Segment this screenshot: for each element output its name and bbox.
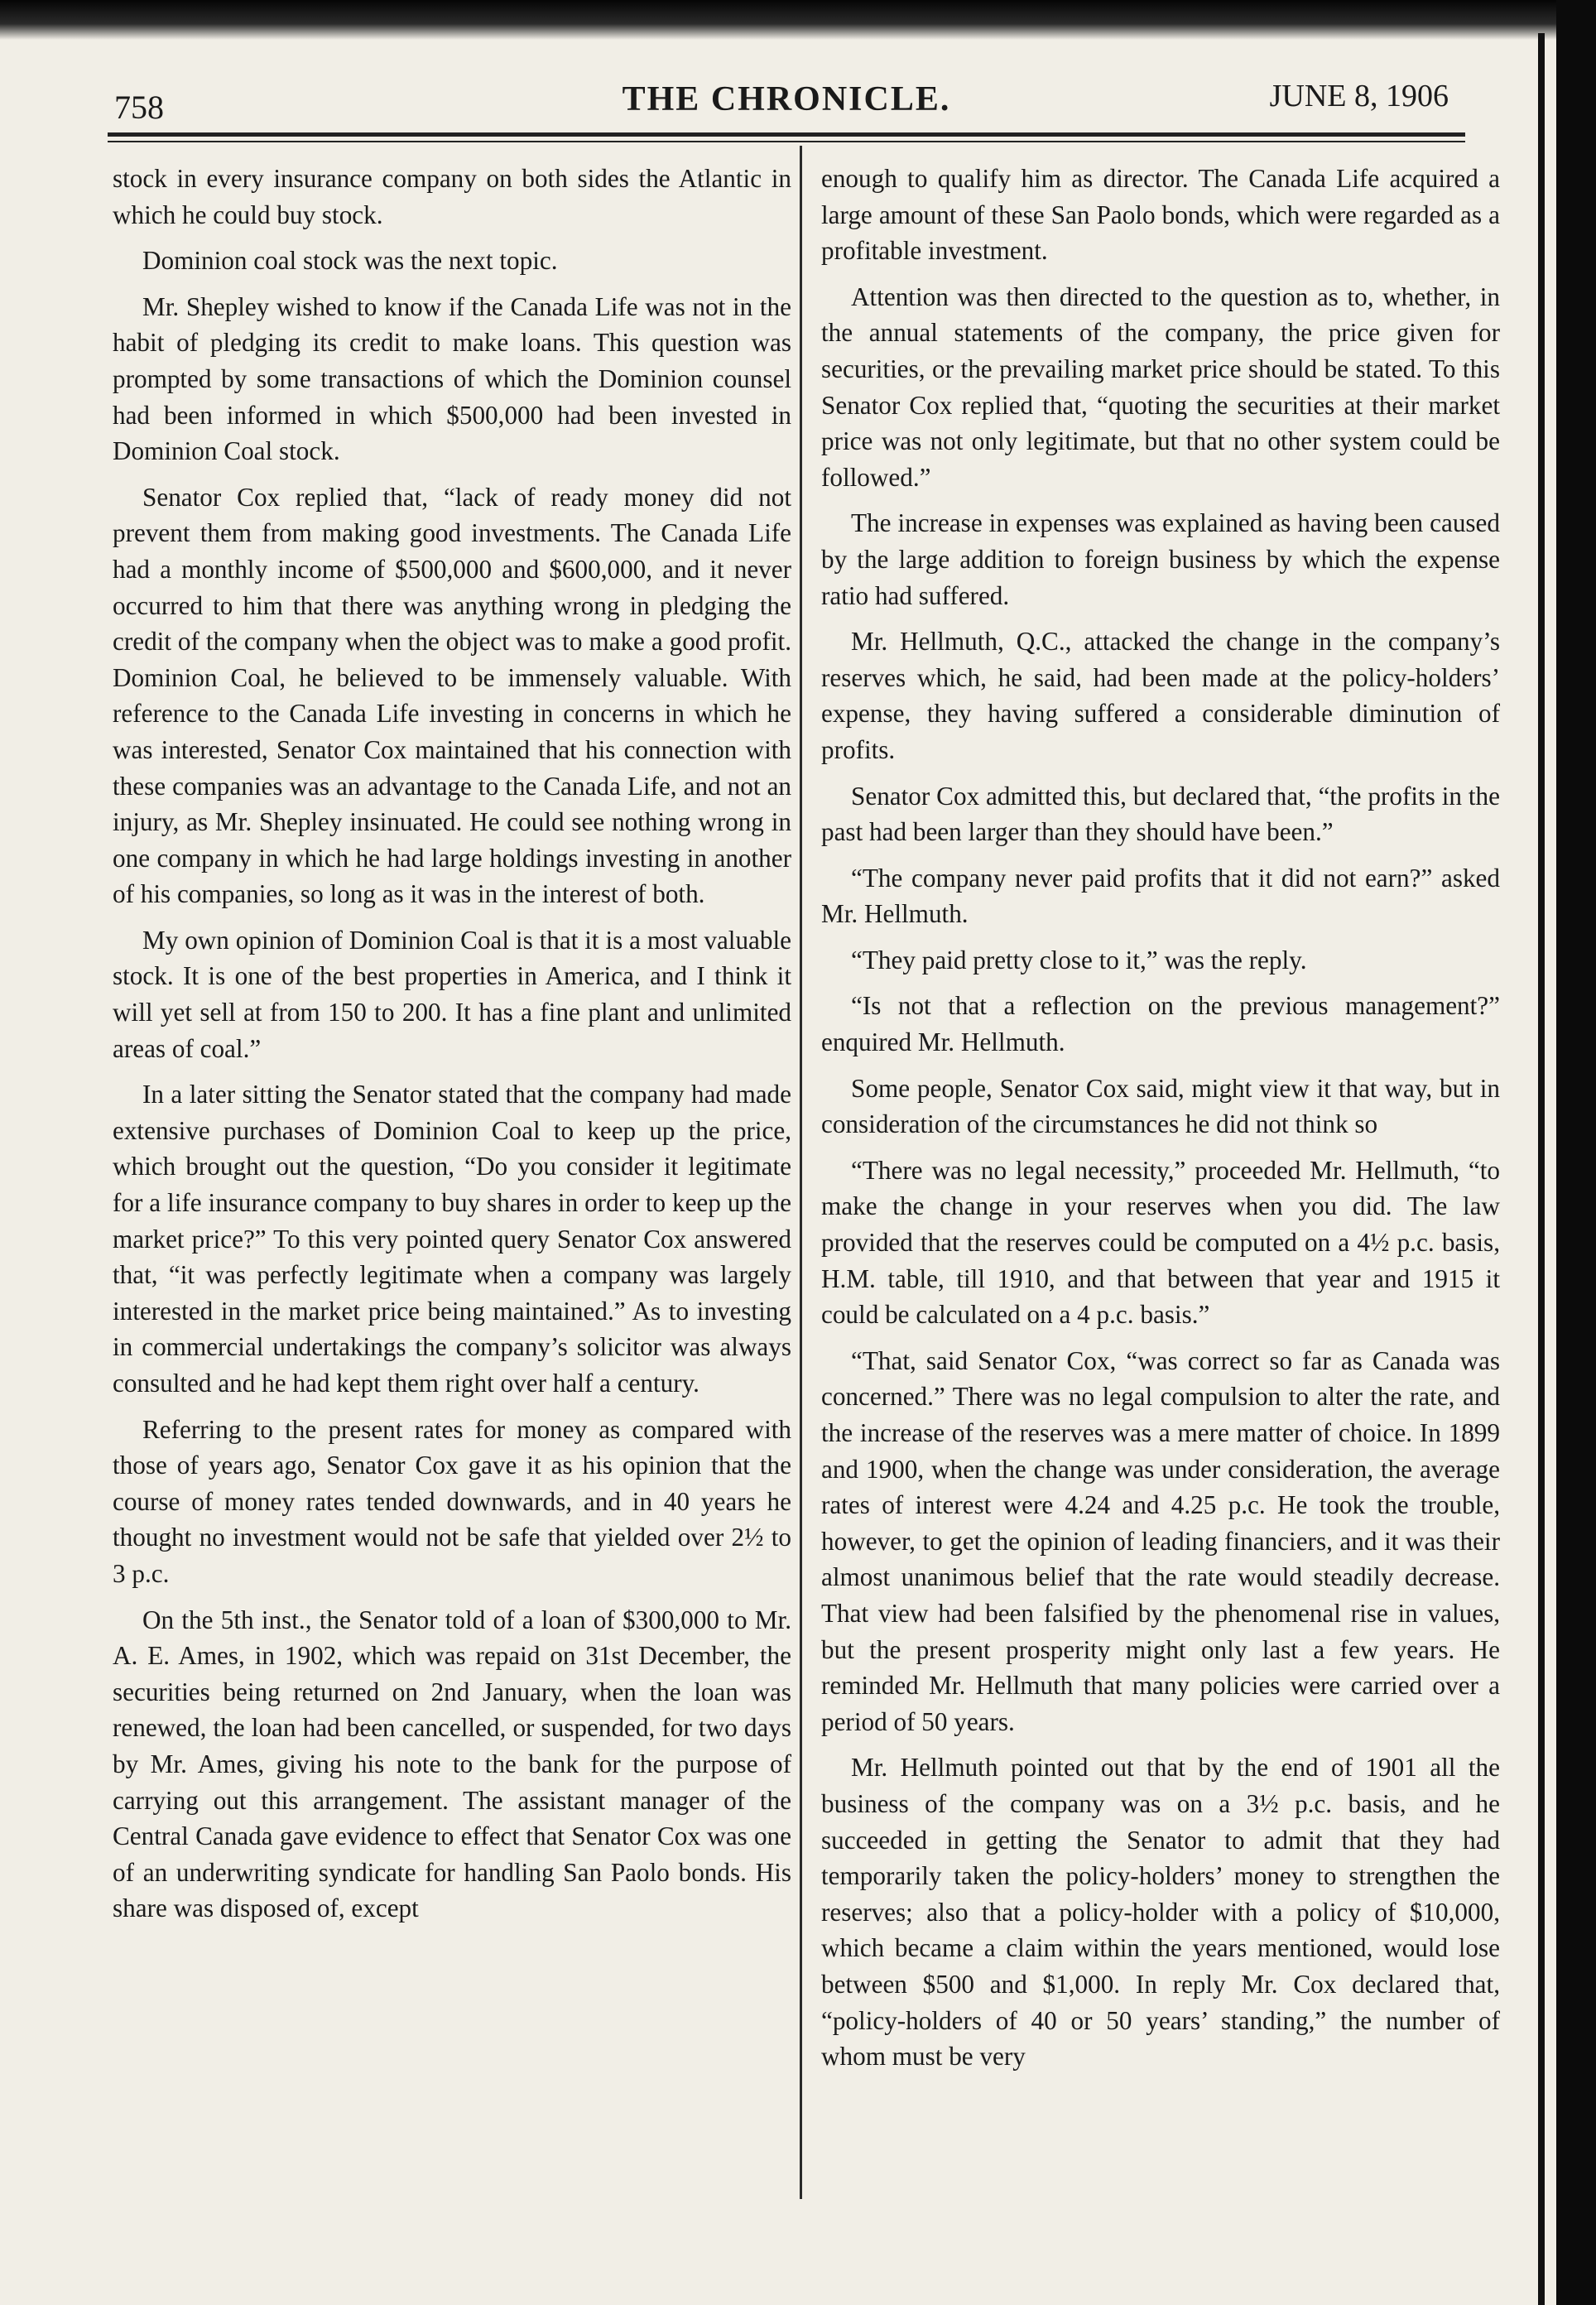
right-column (821, 161, 1500, 2085)
paragraph: Attention was then directed to the question as to, whether, in the annual statements of the company, the price given for securities, or the prevailing market price should be stated. To this Senator Cox replied that, “quoting the securities at their market price was not only legitimate, but that no other system could be followed.” (821, 282, 1500, 492)
paragraph: Dominion coal stock was the next topic. (142, 246, 558, 276)
column-divider (800, 146, 802, 2199)
paragraph: enough to qualify him as director. The Canada Life acquired a large amount of these San Paolo bonds, which were regarded as a profitable investment. (821, 164, 1500, 266)
header-rule-thin (108, 141, 1465, 142)
paragraph: Senator Cox replied that, “lack of ready money did not prevent them from making good investments. The Canada Life had a monthly income of $500,000 and $600,000, and it never occurred to him that there was anything wrong in pledging the credit of the company when the object was to make a good profit. Dominion Coal, he believed to be immensely valuable. With reference to the Canada Life investing in concerns in which he was interested, Senator Cox maintained that his connection with these companies was an advantage to the Canada Life, and not an injury, as Mr. Shepley insinuated. He could see nothing wrong in one company in which he had large holdings investing in another of his companies, so long as it was in the interest of both. (113, 482, 791, 909)
left-column (113, 161, 791, 1937)
paragraph: The increase in expenses was explained as having been caused by the large addition to foreign business by which the expense ratio had suffered. (821, 508, 1500, 610)
paragraph: Referring to the present rates for money as compared with those of years ago, Senator Cox gave it as his opinion that the course of money rates tended downwards, and in 40 years he thought no investment would not be safe that yielded over 2½ to 3 p.c. (113, 1414, 791, 1588)
paragraph: Mr. Shepley wished to know if the Canada Life was not in the habit of pledging its credit to make loans. This question was prompted by some transactions of which the Dominion counsel had been informed in which $500,000 had been invested in Dominion Coal stock. (113, 291, 791, 466)
paragraph: My own opinion of Dominion Coal is that it is a most valuable stock. It is one of the best properties in America, and I think it will yet sell at from 150 to 200. It has a fine plant and unlimited areas of coal.” (113, 925, 791, 1063)
header-rule-thick (108, 132, 1465, 137)
paragraph: Senator Cox admitted this, but declared that, “the profits in the past had been larger than they should have been.” (821, 781, 1500, 847)
paragraph: stock in every insurance company on both sides the Atlantic in which he could buy stock. (113, 164, 791, 229)
paragraph: “Is not that a reflection on the previous management?” enquired Mr. Hellmuth. (821, 991, 1500, 1057)
paragraph: “They paid pretty close to it,” was the reply. (851, 945, 1307, 974)
journal-title: THE CHRONICLE. (622, 80, 951, 118)
paragraph: Mr. Hellmuth pointed out that by the end of 1901 all the business of the company was on a 3½ p.c. basis, and he succeeded in getting the Senator to admit that they had temporarily taken the policy-holders’ money to strengthen the reserves; also that a policy-holder with a policy of $10,000, which became a claim within the years mentioned, would lose between $500 and $1,000. In reply Mr. Cox declared that, “policy-holders of 40 or 50 years’ standing,” the number of whom must be very (821, 1753, 1500, 2072)
page-number: 758 (114, 89, 164, 126)
paragraph: “That, said Senator Cox, “was correct so far as Canada was concerned.” There was no legal compulsion to alter the rate, and the increase of the reserves was a mere matter of choice. In 1899 and 1900, when the change was under consideration, the average rates of interest were 4.24 and 4.25 p.c. He took the trouble, however, to get the opinion of leading financiers, and it was their almost unanimous belief that the rate would steadily decrease. That view had been falsified by the phenomenal rise in values, but the present prosperity might only last a few years. He reminded Mr. Hellmuth that many policies were carried over a period of 50 years. (821, 1345, 1500, 1736)
paragraph: On the 5th inst., the Senator told of a loan of $300,000 to Mr. A. E. Ames, in 1902, which was repaid on 31st December, the securities being returned on 2nd January, when the loan was renewed, the loan had been cancelled, or suspended, for two days by Mr. Ames, giving his note to the bank for the purpose of carrying out this arrangement. The assistant manager of the Central Canada gave evidence to effect that Senator Cox was one of an underwriting syndicate for handling San Paolo bonds. His share was disposed of, except (113, 1605, 791, 1923)
paragraph: “The company never paid profits that it did not earn?” asked Mr. Hellmuth. (821, 863, 1500, 929)
paragraph: Mr. Hellmuth, Q.C., attacked the change in the company’s reserves which, he said, had been made at the policy-holders’ expense, they having suffered a considerable diminution of profits. (821, 627, 1500, 764)
paragraph: Some people, Senator Cox said, might view it that way, but in consideration of the circumstances he did not think so (821, 1073, 1500, 1139)
paragraph: “There was no legal necessity,” proceeded Mr. Hellmuth, “to make the change in your reserves when you did. The law provided that the reserves could be computed on a 4½ p.c. basis, H.M. table, till 1910, and that between that year and 1915 it could be calculated on a 4 p.c. basis.” (821, 1155, 1500, 1330)
paragraph: In a later sitting the Senator stated that the company had made extensive purchases of Dominion Coal to keep up the price, which brought out the question, “Do you consider it legitimate for a life insurance company to buy shares in order to keep up the market price?” To this very pointed query Senator Cox answered that, “it was perfectly legitimate when a company was largely interested in the market price being maintained.” As to investing in commercial undertakings the company’s solicitor was always consulted and he had kept them right over half a century. (113, 1080, 791, 1398)
issue-date: JUNE 8, 1906 (1269, 79, 1449, 113)
page-header (108, 63, 1465, 129)
page-edge-shadow (1538, 33, 1545, 2305)
